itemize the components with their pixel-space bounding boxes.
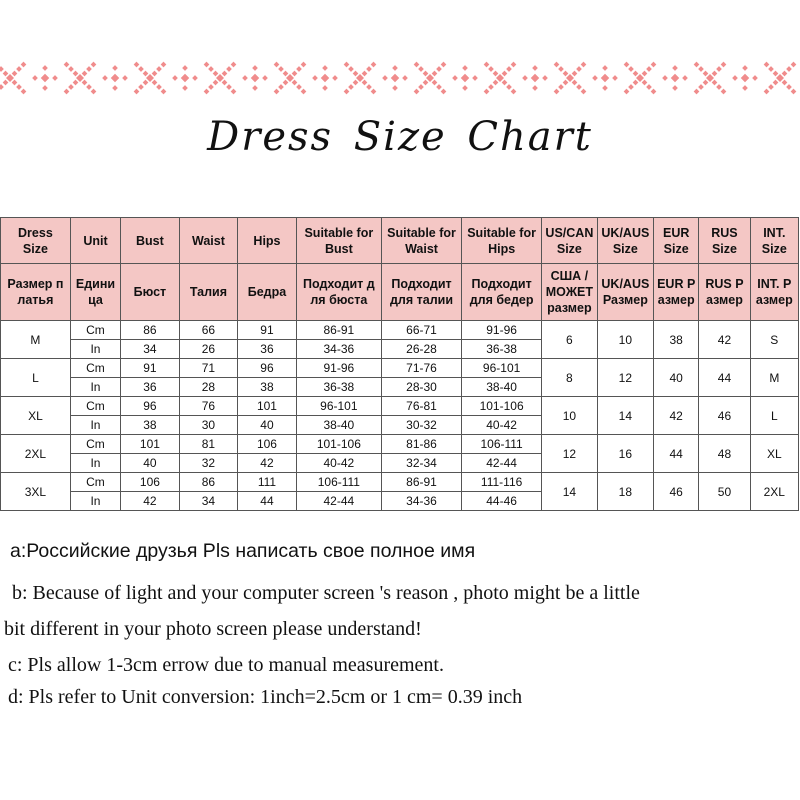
suitable-waist-cell: 28-30 [381,378,461,397]
header-cell-rus-size: RUS Size [699,218,750,264]
diamond-dot-icon [472,75,478,81]
suitable-bust-cell: 86-91 [296,321,381,340]
suitable-hips-cell: 106-111 [462,435,542,454]
int-size-cell: XL [750,435,798,473]
diamond-dot-icon [461,74,469,82]
diamond-dot-icon [32,75,38,81]
hips-cell: 111 [238,473,297,492]
diamond-dot-icon [742,85,748,91]
eur-size-cell: 46 [654,473,699,511]
suitable-bust-cell: 34-36 [296,340,381,359]
eur-size-cell: 44 [654,435,699,473]
diamond-dot-icon [102,75,108,81]
int-size-cell: L [750,397,798,435]
diamond-dot-icon [181,74,189,82]
table-row [1,359,799,378]
unit-cell: Cm [70,473,120,492]
int-size-cell: S [750,321,798,359]
diamond-dot-icon [601,74,609,82]
header-cell-ru-7: Подходит для бедер [462,264,542,321]
suitable-waist-cell: 30-32 [381,416,461,435]
diamond-dot-icon [182,85,188,91]
header-cell-ru-5: Подходит д ля бюста [296,264,381,321]
rus-size-cell: 50 [699,473,750,511]
uk-size-cell: 18 [597,473,653,511]
size-cell: 2XL [1,435,71,473]
header-row-english [1,218,799,264]
bust-cell: 86 [121,321,180,340]
snowflake-motif-icon [414,62,447,95]
diamond-dot-icon [672,85,678,91]
diamond-dot-icon [752,75,758,81]
diamond-dot-icon [332,75,338,81]
diamond-dot-icon [532,85,538,91]
unit-cell: Cm [70,397,120,416]
diamond-dot-icon [741,74,749,82]
waist-cell: 86 [179,473,238,492]
diamond-dot-icon [111,74,119,82]
suitable-waist-cell: 66-71 [381,321,461,340]
diamond-dot-icon [392,65,398,71]
waist-cell: 30 [179,416,238,435]
diamond-dot-icon [682,75,688,81]
us-size-cell: 10 [542,397,597,435]
waist-cell: 26 [179,340,238,359]
header-cell-int-size: INT. Size [750,218,798,264]
us-size-cell: 12 [542,435,597,473]
diamond-dot-icon [172,75,178,81]
header-cell-uk-aus-size: UK/AUS Size [597,218,653,264]
suitable-hips-cell: 38-40 [462,378,542,397]
suitable-waist-cell: 76-81 [381,397,461,416]
hips-cell: 101 [238,397,297,416]
uk-size-cell: 16 [597,435,653,473]
diamond-dot-icon [662,75,668,81]
int-size-cell: 2XL [750,473,798,511]
diamond-dot-icon [602,85,608,91]
diamond-dot-icon [452,75,458,81]
suitable-bust-cell: 42-44 [296,492,381,511]
int-size-cell: M [750,359,798,397]
suitable-waist-cell: 26-28 [381,340,461,359]
suitable-hips-cell: 44-46 [462,492,542,511]
rus-size-cell: 44 [699,359,750,397]
us-size-cell: 6 [542,321,597,359]
header-cell-ru-10: EUR Р азмер [654,264,699,321]
bust-cell: 36 [121,378,180,397]
snowflake-motif-icon [134,62,167,95]
diamond-dot-icon [321,74,329,82]
unit-cell: In [70,416,120,435]
note-c: c: Pls allow 1-3cm errow due to manual measurement. [8,654,444,676]
diamond-dot-icon [192,75,198,81]
rus-size-cell: 48 [699,435,750,473]
diamond-dot-icon [531,74,539,82]
unit-cell: In [70,492,120,511]
eur-size-cell: 40 [654,359,699,397]
size-chart-table [0,217,799,511]
snowflake-motif-icon [484,62,517,95]
bust-cell: 34 [121,340,180,359]
size-cell: M [1,321,71,359]
diamond-dot-icon [252,85,258,91]
hips-cell: 38 [238,378,297,397]
suitable-bust-cell: 91-96 [296,359,381,378]
unit-cell: In [70,454,120,473]
header-cell-dress-size: Dress Size [1,218,71,264]
diamond-dot-icon [322,85,328,91]
suitable-hips-cell: 42-44 [462,454,542,473]
size-cell: 3XL [1,473,71,511]
size-cell: XL [1,397,71,435]
snowflake-motif-icon [344,62,377,95]
unit-cell: In [70,340,120,359]
waist-cell: 32 [179,454,238,473]
header-cell-ru-9: UK/AUS Размер [597,264,653,321]
suitable-bust-cell: 40-42 [296,454,381,473]
diamond-dot-icon [182,65,188,71]
header-cell-ru-12: INT. Р азмер [750,264,798,321]
decorative-border [0,58,800,98]
hips-cell: 40 [238,416,297,435]
header-cell-ru-6: Подходит для талии [381,264,461,321]
hips-cell: 42 [238,454,297,473]
diamond-dot-icon [522,75,528,81]
note-d: d: Pls refer to Unit conversion: 1inch=2.5cm or 1 cm= 0.39 inch [8,686,523,708]
suitable-waist-cell: 86-91 [381,473,461,492]
hips-cell: 96 [238,359,297,378]
suitable-waist-cell: 34-36 [381,492,461,511]
header-cell-ru-1: Едини ца [70,264,120,321]
hips-cell: 44 [238,492,297,511]
hips-cell: 106 [238,435,297,454]
snowflake-motif-icon [64,62,97,95]
bust-cell: 40 [121,454,180,473]
bust-cell: 38 [121,416,180,435]
header-cell-ru-4: Бедра [238,264,297,321]
diamond-dot-icon [382,75,388,81]
suitable-bust-cell: 36-38 [296,378,381,397]
suitable-waist-cell: 81-86 [381,435,461,454]
diamond-dot-icon [732,75,738,81]
header-cell-ru-11: RUS Р азмер [699,264,750,321]
diamond-dot-icon [262,75,268,81]
uk-size-cell: 14 [597,397,653,435]
table-row [1,397,799,416]
bust-cell: 42 [121,492,180,511]
suitable-bust-cell: 106-111 [296,473,381,492]
diamond-dot-icon [122,75,128,81]
note-b-line2: bit different in your photo screen please understand! [4,618,422,640]
rus-size-cell: 42 [699,321,750,359]
header-row-russian [1,264,799,321]
page-title: Dress Size Chart [207,114,593,160]
waist-cell: 66 [179,321,238,340]
snowflake-motif-icon [0,62,26,95]
header-cell-ru-2: Бюст [121,264,180,321]
uk-size-cell: 12 [597,359,653,397]
diamond-dot-icon [612,75,618,81]
diamond-dot-icon [42,85,48,91]
snowflake-motif-icon [204,62,237,95]
header-cell-eur-size: EUR Size [654,218,699,264]
suitable-bust-cell: 101-106 [296,435,381,454]
suitable-hips-cell: 111-116 [462,473,542,492]
diamond-dot-icon [42,65,48,71]
diamond-dot-icon [252,65,258,71]
diamond-dot-icon [542,75,548,81]
diamond-dot-icon [322,65,328,71]
eur-size-cell: 38 [654,321,699,359]
bust-cell: 96 [121,397,180,416]
suitable-bust-cell: 96-101 [296,397,381,416]
diamond-dot-icon [112,85,118,91]
header-cell-waist: Waist [179,218,238,264]
suitable-hips-cell: 101-106 [462,397,542,416]
hips-cell: 91 [238,321,297,340]
diamond-dot-icon [41,74,49,82]
suitable-bust-cell: 38-40 [296,416,381,435]
waist-cell: 34 [179,492,238,511]
snowflake-motif-icon [764,62,797,95]
waist-cell: 71 [179,359,238,378]
header-cell-bust: Bust [121,218,180,264]
header-cell-ru-8: США / МОЖЕТ размер [542,264,597,321]
header-cell-us-can-size: US/CAN Size [542,218,597,264]
snowflake-motif-icon [624,62,657,95]
suitable-waist-cell: 71-76 [381,359,461,378]
header-cell-suitable-for-hips: Suitable for Hips [462,218,542,264]
diamond-dot-icon [671,74,679,82]
diamond-dot-icon [52,75,58,81]
diamond-dot-icon [392,85,398,91]
table-row [1,473,799,492]
header-cell-ru-0: Размер п латья [1,264,71,321]
unit-cell: In [70,378,120,397]
bust-cell: 101 [121,435,180,454]
diamond-dot-icon [462,85,468,91]
header-cell-suitable-for-waist: Suitable for Waist [381,218,461,264]
size-cell: L [1,359,71,397]
diamond-dot-icon [672,65,678,71]
snowflake-motif-icon [554,62,587,95]
table-row [1,435,799,454]
diamond-dot-icon [532,65,538,71]
unit-cell: Cm [70,435,120,454]
bust-cell: 106 [121,473,180,492]
snowflake-motif-icon [694,62,727,95]
header-cell-suitable-for-bust: Suitable for Bust [296,218,381,264]
suitable-hips-cell: 91-96 [462,321,542,340]
hips-cell: 36 [238,340,297,359]
waist-cell: 28 [179,378,238,397]
waist-cell: 76 [179,397,238,416]
unit-cell: Cm [70,359,120,378]
eur-size-cell: 42 [654,397,699,435]
suitable-hips-cell: 36-38 [462,340,542,359]
header-cell-hips: Hips [238,218,297,264]
diamond-dot-icon [112,65,118,71]
header-cell-unit: Unit [70,218,120,264]
snowflake-motif-icon [274,62,307,95]
us-size-cell: 8 [542,359,597,397]
suitable-hips-cell: 40-42 [462,416,542,435]
bust-cell: 91 [121,359,180,378]
note-b-line1: b: Because of light and your computer screen 's reason , photo might be a little [12,582,640,604]
suitable-hips-cell: 96-101 [462,359,542,378]
waist-cell: 81 [179,435,238,454]
diamond-dot-icon [742,65,748,71]
diamond-dot-icon [592,75,598,81]
diamond-dot-icon [242,75,248,81]
diamond-dot-icon [402,75,408,81]
diamond-dot-icon [602,65,608,71]
diamond-dot-icon [391,74,399,82]
unit-cell: Cm [70,321,120,340]
us-size-cell: 14 [542,473,597,511]
suitable-waist-cell: 32-34 [381,454,461,473]
header-cell-ru-3: Талия [179,264,238,321]
diamond-dot-icon [251,74,259,82]
note-a: a:Российские друзья Pls написать свое полное имя [10,540,476,562]
diamond-dot-icon [312,75,318,81]
rus-size-cell: 46 [699,397,750,435]
diamond-dot-icon [462,65,468,71]
table-row [1,321,799,340]
uk-size-cell: 10 [597,321,653,359]
